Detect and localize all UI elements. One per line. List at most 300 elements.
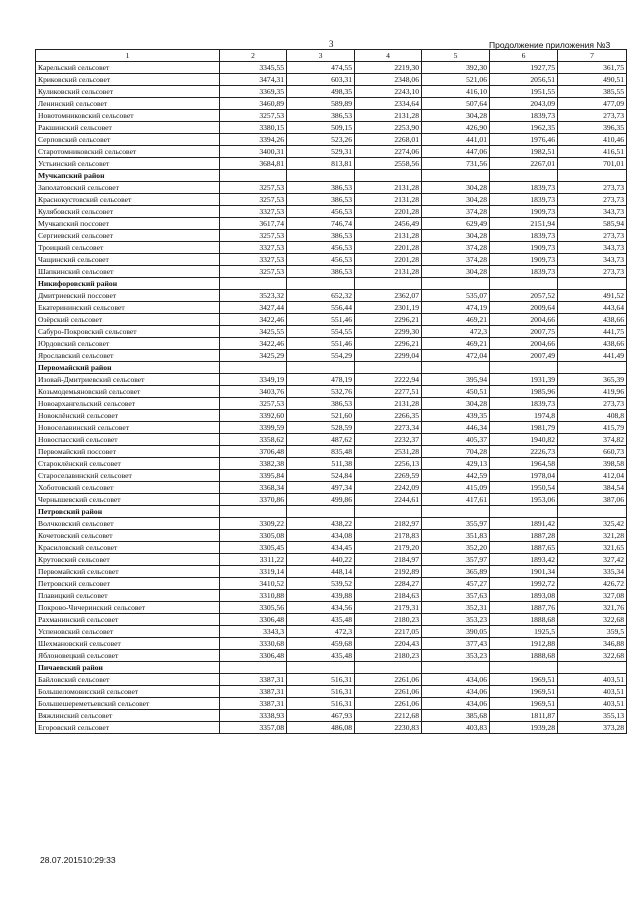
settlement-name: Кочетовский сельсовет [36,530,220,542]
value-cell: 3460,89 [220,98,287,110]
value-cell: 3358,62 [220,434,287,446]
table-row [36,602,627,614]
value-cell: 469,21 [422,338,490,350]
value-cell: 361,75 [558,62,627,74]
empty-cell [558,170,627,182]
value-cell: 3305,45 [220,542,287,554]
table-row [36,626,627,638]
table-row [36,530,627,542]
value-cell: 2004,66 [490,314,558,326]
value-cell: 486,08 [287,722,355,734]
table-row [36,230,627,242]
value-cell: 3327,53 [220,206,287,218]
value-cell: 2007,49 [490,350,558,362]
value-cell: 304,28 [422,194,490,206]
value-cell: 2266,35 [355,410,422,422]
value-cell: 1909,73 [490,242,558,254]
value-cell: 516,31 [287,698,355,710]
table-row [36,206,627,218]
value-cell: 273,73 [558,398,627,410]
value-cell: 3425,55 [220,326,287,338]
district-name: Петровский район [36,506,220,518]
value-cell: 386,53 [287,398,355,410]
value-cell: 403,83 [422,722,490,734]
settlement-name: Первомайский поссовет [36,446,220,458]
value-cell: 343,73 [558,242,627,254]
settlement-name: Новоархангельский сельсовет [36,398,220,410]
value-cell: 441,75 [558,326,627,338]
value-cell: 491,52 [558,290,627,302]
value-cell: 321,28 [558,530,627,542]
value-cell: 441,49 [558,350,627,362]
value-cell: 448,14 [287,566,355,578]
settlement-name: Сергиевский сельсовет [36,230,220,242]
value-cell: 554,29 [287,350,355,362]
value-cell: 3370,86 [220,494,287,506]
table-row [36,74,627,86]
value-cell: 385,55 [558,86,627,98]
settlement-name: Рахманинский сельсовет [36,614,220,626]
value-cell: 2178,83 [355,530,422,542]
table-row [36,482,627,494]
value-cell: 516,31 [287,686,355,698]
value-cell: 353,23 [422,650,490,662]
value-cell: 2201,28 [355,254,422,266]
value-cell: 523,26 [287,134,355,146]
value-cell: 704,28 [422,446,490,458]
value-cell: 2268,01 [355,134,422,146]
value-cell: 450,51 [422,386,490,398]
table-row [36,218,627,230]
value-cell: 2296,21 [355,338,422,350]
settlement-name: Крутовский сельсовет [36,554,220,566]
table-row [36,710,627,722]
value-cell: 2131,28 [355,182,422,194]
value-cell: 1811,87 [490,710,558,722]
settlement-name: Плавицкий сельсовет [36,590,220,602]
settlement-name: Красиловский сельсовет [36,542,220,554]
table-row [36,686,627,698]
value-cell: 3330,68 [220,638,287,650]
value-cell: 490,51 [558,74,627,86]
value-cell: 3394,26 [220,134,287,146]
value-cell: 2009,64 [490,302,558,314]
settlement-name: Озёрский сельсовет [36,314,220,326]
value-cell: 1887,28 [490,530,558,542]
value-cell: 511,38 [287,458,355,470]
value-cell: 2004,66 [490,338,558,350]
value-cell: 554,55 [287,326,355,338]
settlement-name: Новоселавинский сельсовет [36,422,220,434]
table-row [36,314,627,326]
value-cell: 2217,05 [355,626,422,638]
value-cell: 1887,65 [490,542,558,554]
value-cell: 322,68 [558,614,627,626]
table-row [36,194,627,206]
value-cell: 1951,55 [490,86,558,98]
table-row [36,470,627,482]
value-cell: 2043,09 [490,98,558,110]
settlement-name: Сабуро-Покровский сельсовет [36,326,220,338]
value-cell: 408,8 [558,410,627,422]
empty-cell [287,362,355,374]
value-cell: 1839,73 [490,182,558,194]
value-cell: 273,73 [558,110,627,122]
value-cell: 434,06 [422,698,490,710]
settlement-name: Чернышевский сельсовет [36,494,220,506]
value-cell: 629,49 [422,218,490,230]
settlement-name: Большешереметьевский сельсовет [36,698,220,710]
value-cell: 469,21 [422,314,490,326]
value-cell: 528,59 [287,422,355,434]
value-cell: 3327,53 [220,254,287,266]
column-header: 2 [220,50,287,62]
value-cell: 2222,94 [355,374,422,386]
value-cell: 3357,08 [220,722,287,734]
value-cell: 509,15 [287,122,355,134]
table-row [36,434,627,446]
value-cell: 3327,53 [220,242,287,254]
column-header: 7 [558,50,627,62]
value-cell: 415,09 [422,482,490,494]
value-cell: 416,51 [558,146,627,158]
value-cell: 386,53 [287,194,355,206]
table-row [36,182,627,194]
value-cell: 429,13 [422,458,490,470]
table-row [36,386,627,398]
table-row [36,650,627,662]
settlement-name: Дмитриевский поссовет [36,290,220,302]
district-name: Пичаевский район [36,662,220,674]
value-cell: 1901,34 [490,566,558,578]
value-cell: 2219,30 [355,62,422,74]
value-cell: 1950,54 [490,482,558,494]
value-cell: 374,28 [422,206,490,218]
value-cell: 3309,22 [220,518,287,530]
settlement-name: Новоспасский сельсовет [36,434,220,446]
settlement-name: Ракшинский сельсовет [36,122,220,134]
table-row [36,518,627,530]
value-cell: 1839,73 [490,398,558,410]
table-row [36,134,627,146]
district-header-row [36,506,627,518]
value-cell: 2057,52 [490,290,558,302]
value-cell: 472,3 [287,626,355,638]
value-cell: 438,66 [558,314,627,326]
settlement-name: Заполатовский сельсовет [36,182,220,194]
value-cell: 3427,44 [220,302,287,314]
value-cell: 390,05 [422,626,490,638]
value-cell: 3387,31 [220,686,287,698]
value-cell: 499,86 [287,494,355,506]
value-cell: 321,76 [558,602,627,614]
value-cell: 2230,83 [355,722,422,734]
empty-cell [558,362,627,374]
table-row [36,326,627,338]
value-cell: 346,88 [558,638,627,650]
value-cell: 447,06 [422,146,490,158]
empty-cell [558,662,627,674]
value-cell: 2261,06 [355,674,422,686]
value-cell: 535,07 [422,290,490,302]
table-row [36,638,627,650]
value-cell: 2056,51 [490,74,558,86]
empty-cell [422,506,490,518]
settlement-name: Волчковский сельсовет [36,518,220,530]
value-cell: 327,42 [558,554,627,566]
value-cell: 2192,89 [355,566,422,578]
value-cell: 3310,88 [220,590,287,602]
tariff-table [35,49,627,734]
table-row [36,422,627,434]
value-cell: 416,10 [422,86,490,98]
continuation-caption: Продолжение приложения №3 [489,40,611,50]
value-cell: 443,64 [558,302,627,314]
settlement-name: Вяжлинский сельсовет [36,710,220,722]
empty-cell [220,170,287,182]
value-cell: 2261,06 [355,698,422,710]
value-cell: 556,44 [287,302,355,314]
value-cell: 539,52 [287,578,355,590]
value-cell: 2299,04 [355,350,422,362]
empty-cell [422,362,490,374]
value-cell: 377,43 [422,638,490,650]
settlement-name: Кулябовский сельсовет [36,206,220,218]
value-cell: 359,5 [558,626,627,638]
empty-cell [355,506,422,518]
value-cell: 3345,55 [220,62,287,74]
value-cell: 477,09 [558,98,627,110]
value-cell: 2273,34 [355,422,422,434]
table-row [36,122,627,134]
value-cell: 1953,06 [490,494,558,506]
value-cell: 3349,19 [220,374,287,386]
settlement-name: Петровский сельсовет [36,578,220,590]
value-cell: 2179,31 [355,602,422,614]
value-cell: 3387,31 [220,698,287,710]
empty-cell [220,362,287,374]
value-cell: 701,01 [558,158,627,170]
district-name: Мучкапский район [36,170,220,182]
value-cell: 3403,76 [220,386,287,398]
settlement-name: Устьинский сельсовет [36,158,220,170]
value-cell: 415,79 [558,422,627,434]
settlement-name: Козьмодемьяновский сельсовет [36,386,220,398]
district-header-row [36,278,627,290]
value-cell: 3380,15 [220,122,287,134]
table-row [36,290,627,302]
value-cell: 273,73 [558,266,627,278]
value-cell: 3305,08 [220,530,287,542]
value-cell: 386,53 [287,110,355,122]
settlement-name: Байловский сельсовет [36,674,220,686]
value-cell: 2007,75 [490,326,558,338]
district-name: Первомайский район [36,362,220,374]
value-cell: 1969,51 [490,674,558,686]
value-cell: 322,68 [558,650,627,662]
value-cell: 1839,73 [490,230,558,242]
value-cell: 374,82 [558,434,627,446]
value-cell: 474,19 [422,302,490,314]
column-header: 5 [422,50,490,62]
value-cell: 3257,53 [220,230,287,242]
table-row [36,578,627,590]
value-cell: 2184,63 [355,590,422,602]
value-cell: 2277,51 [355,386,422,398]
value-cell: 343,73 [558,206,627,218]
empty-cell [355,362,422,374]
value-cell: 2284,27 [355,578,422,590]
table-row [36,266,627,278]
empty-cell [220,506,287,518]
value-cell: 321,65 [558,542,627,554]
value-cell: 2131,28 [355,110,422,122]
value-cell: 2274,06 [355,146,422,158]
empty-cell [490,506,558,518]
table-row [36,494,627,506]
empty-cell [355,662,422,674]
value-cell: 521,60 [287,410,355,422]
value-cell: 327,08 [558,590,627,602]
empty-cell [220,662,287,674]
settlement-name: Куликовский сельсовет [36,86,220,98]
value-cell: 412,04 [558,470,627,482]
value-cell: 1962,35 [490,122,558,134]
settlement-name: Староселавинский сельсовет [36,470,220,482]
empty-cell [422,278,490,290]
value-cell: 3474,31 [220,74,287,86]
value-cell: 439,35 [422,410,490,422]
value-cell: 2253,90 [355,122,422,134]
value-cell: 435,48 [287,650,355,662]
value-cell: 304,28 [422,182,490,194]
value-cell: 1893,42 [490,554,558,566]
value-cell: 467,93 [287,710,355,722]
value-cell: 2212,68 [355,710,422,722]
value-cell: 2301,19 [355,302,422,314]
empty-cell [287,662,355,674]
column-header: 6 [490,50,558,62]
value-cell: 2179,20 [355,542,422,554]
column-header: 3 [287,50,355,62]
value-cell: 3392,60 [220,410,287,422]
value-cell: 446,34 [422,422,490,434]
settlement-name: Ленинский сельсовет [36,98,220,110]
settlement-name: Юрдовский сельсовет [36,338,220,350]
value-cell: 2261,06 [355,686,422,698]
value-cell: 434,06 [422,686,490,698]
value-cell: 3706,48 [220,446,287,458]
value-cell: 3422,46 [220,338,287,350]
value-cell: 442,59 [422,470,490,482]
value-cell: 456,53 [287,254,355,266]
empty-cell [220,278,287,290]
value-cell: 2131,28 [355,398,422,410]
value-cell: 304,28 [422,230,490,242]
table-row [36,590,627,602]
value-cell: 352,20 [422,542,490,554]
empty-cell [287,506,355,518]
value-cell: 2531,28 [355,446,422,458]
value-cell: 3305,56 [220,602,287,614]
settlement-name: Покрово-Чичеринский сельсовет [36,602,220,614]
settlement-name: Шапкинский сельсовет [36,266,220,278]
value-cell: 2204,43 [355,638,422,650]
settlement-name: Краснокустовский сельсовет [36,194,220,206]
table-row [36,398,627,410]
empty-cell [558,278,627,290]
value-cell: 405,37 [422,434,490,446]
value-cell: 532,76 [287,386,355,398]
value-cell: 403,51 [558,698,627,710]
value-cell: 398,58 [558,458,627,470]
value-cell: 357,63 [422,590,490,602]
value-cell: 472,04 [422,350,490,362]
value-cell: 3368,34 [220,482,287,494]
value-cell: 3257,53 [220,182,287,194]
value-cell: 426,72 [558,578,627,590]
value-cell: 403,51 [558,674,627,686]
table-row [36,110,627,122]
table-row [36,98,627,110]
value-cell: 439,88 [287,590,355,602]
value-cell: 1925,5 [490,626,558,638]
table-row [36,254,627,266]
value-cell: 3684,81 [220,158,287,170]
value-cell: 1939,28 [490,722,558,734]
value-cell: 440,22 [287,554,355,566]
value-cell: 660,73 [558,446,627,458]
settlement-name: Мучкапский поссовет [36,218,220,230]
value-cell: 273,73 [558,230,627,242]
table-body [36,50,627,734]
table-row [36,542,627,554]
value-cell: 1927,75 [490,62,558,74]
column-header: 1 [36,50,220,62]
settlement-name: Ярославский сельсовет [36,350,220,362]
value-cell: 529,31 [287,146,355,158]
table-row [36,410,627,422]
value-cell: 304,28 [422,266,490,278]
table-row [36,242,627,254]
value-cell: 304,28 [422,398,490,410]
empty-cell [422,662,490,674]
table-row [36,698,627,710]
settlement-name: Хоботовский сельсовет [36,482,220,494]
value-cell: 2456,49 [355,218,422,230]
value-cell: 3617,74 [220,218,287,230]
column-header: 4 [355,50,422,62]
value-cell: 396,35 [558,122,627,134]
value-cell: 2243,10 [355,86,422,98]
value-cell: 1992,72 [490,578,558,590]
district-name: Никифоровский район [36,278,220,290]
value-cell: 516,31 [287,674,355,686]
value-cell: 603,31 [287,74,355,86]
value-cell: 2184,97 [355,554,422,566]
value-cell: 2131,28 [355,230,422,242]
value-cell: 352,31 [422,602,490,614]
value-cell: 1974,8 [490,410,558,422]
value-cell: 1891,42 [490,518,558,530]
value-cell: 3257,53 [220,110,287,122]
settlement-name: Серповский сельсовет [36,134,220,146]
empty-cell [422,170,490,182]
value-cell: 3257,53 [220,266,287,278]
value-cell: 2299,30 [355,326,422,338]
value-cell: 434,08 [287,530,355,542]
district-header-row [36,362,627,374]
